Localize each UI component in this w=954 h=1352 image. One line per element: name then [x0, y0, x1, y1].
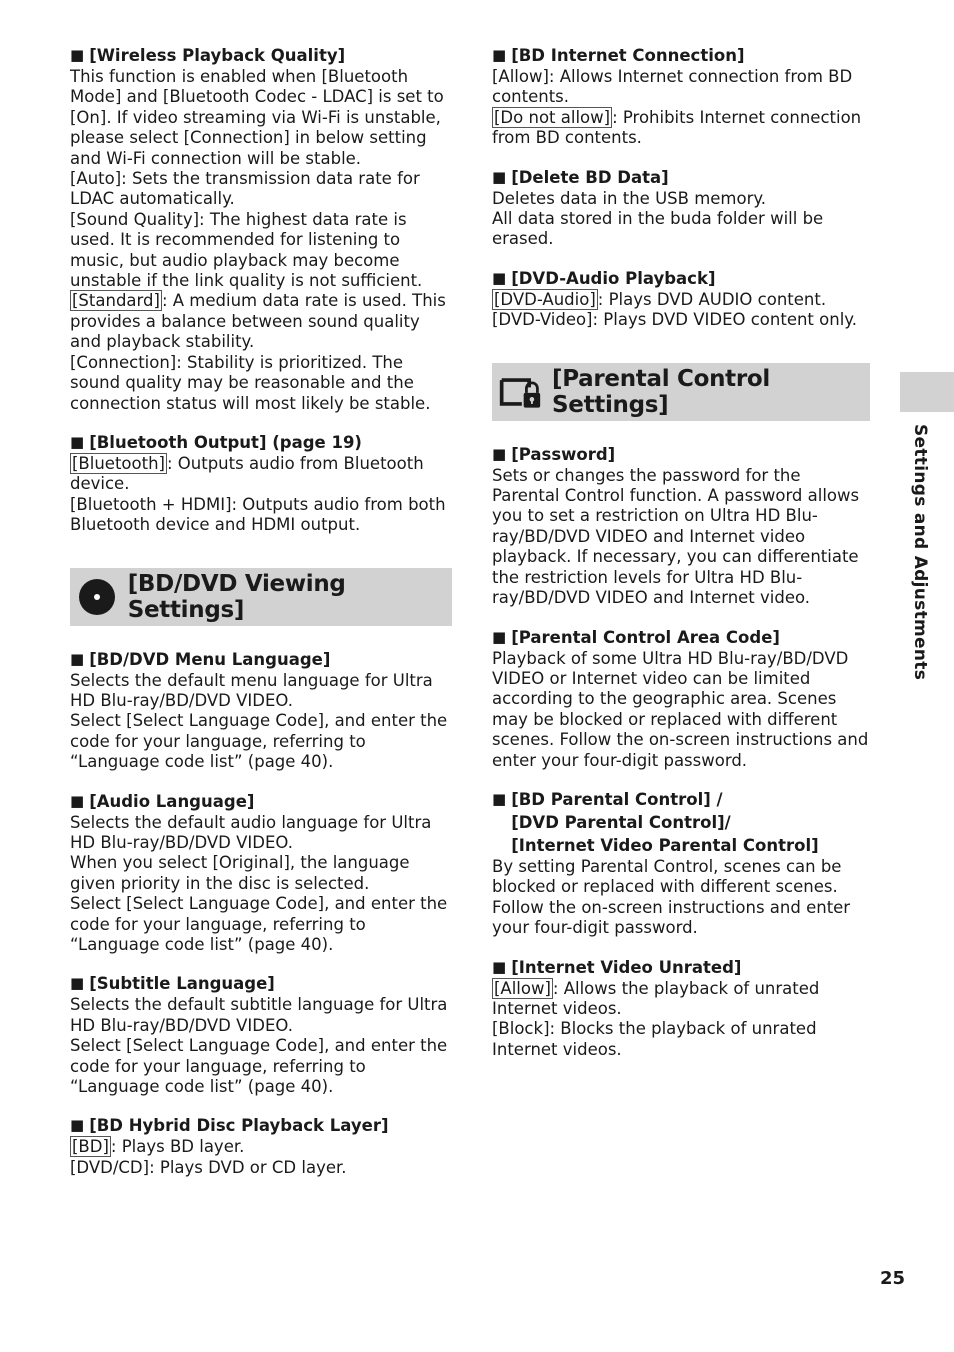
description-line: [70, 210, 452, 292]
setting-description: [492, 466, 870, 609]
setting-title: [492, 443, 870, 466]
default-option: [Standard]: [72, 291, 160, 311]
default-option: [BD]: [72, 1137, 109, 1157]
description-text: By setting Parental Control, scenes can be blocked or replaced with different scenes. Follow the on-screen instructions and enter your four-digit password.: [492, 856, 851, 938]
setting-title-text: [Subtitle Language]: [89, 974, 275, 994]
description-text: [DVD-Video]: Plays DVD VIDEO content only.: [492, 310, 857, 330]
description-text: When you select [Original], the language given priority in the disc is selected.: [70, 853, 410, 893]
bullet-square-icon: ■: [492, 789, 507, 808]
bullet-square-icon: ■: [70, 649, 85, 668]
left-items-top: [70, 44, 452, 536]
setting-item: [70, 648, 452, 773]
description-text: : Allows the playback of unrated Internet videos.: [492, 978, 820, 1018]
setting-description: [70, 454, 452, 536]
description-text: Selects the default menu language for Ultra HD Blu-ray/BD/DVD VIDEO.: [70, 670, 433, 710]
setting-title-text: [BD Parental Control] /: [511, 789, 723, 809]
description-text: [Sound Quality]: The highest data rate is used. It is recommended for listening to music, but audio playback may become unstable if the link quality is not sufficient.: [70, 209, 423, 291]
description-text: [Bluetooth + HDMI]: Outputs audio from both Bluetooth device and HDMI output.: [70, 494, 446, 535]
bullet-square-icon: ■: [70, 1116, 85, 1135]
bullet-square-icon: ■: [492, 167, 507, 186]
description-line: [492, 108, 870, 149]
description-text: Sets or changes the password for the Parental Control function. A password allows you to set a restriction on Ultra HD Blu-ray/BD/DVD VIDEO and Internet video playback. If necessary, you can differentiate the restriction levels for Ultra HD Blu-ray/BD/DVD VIDEO and Internet video.: [492, 465, 860, 608]
description-text: Playback of some Ultra HD Blu-ray/BD/DVD VIDEO or Internet video can be limited according to the geographic area. Scenes may be blocked or replaced with different scenes. Follow the on-screen instructions and enter your four-digit password.: [492, 648, 869, 770]
setting-description: [70, 995, 452, 1097]
setting-title: [492, 626, 870, 649]
right-column: [492, 44, 870, 1077]
setting-title: [492, 788, 870, 857]
setting-item: [70, 431, 452, 536]
description-text: [DVD/CD]: Plays DVD or CD layer.: [70, 1157, 347, 1177]
description-line: [70, 353, 452, 414]
description-line: [70, 995, 452, 1036]
setting-title-text: [Internet Video Unrated]: [511, 957, 742, 977]
setting-title: [70, 44, 452, 67]
left-column: [70, 44, 452, 1195]
default-option: [DVD-Audio]: [494, 289, 596, 309]
setting-title: [492, 267, 870, 290]
setting-item: [492, 788, 870, 939]
setting-title-text: [Bluetooth Output] (page 19): [89, 432, 362, 452]
setting-item: [492, 166, 870, 250]
setting-title-text: [DVD Parental Control]/: [511, 812, 731, 832]
bullet-square-icon: ■: [70, 791, 85, 810]
description-line: [70, 894, 452, 955]
description-text: This function is enabled when [Bluetooth Mode] and [Bluetooth Codec - LDAC] is set to [On]. If video streaming via Wi-Fi is unstable, please select [Connection] in below setting and Wi-Fi connection will be stable.: [70, 67, 444, 168]
description-text: : Plays BD layer.: [110, 1137, 245, 1157]
setting-title-text: [Wireless Playback Quality]: [89, 46, 346, 65]
side-tab-marker: [900, 372, 954, 412]
description-text: : Plays DVD AUDIO content.: [597, 289, 827, 309]
bullet-square-icon: ■: [492, 268, 507, 287]
setting-title: [492, 44, 870, 67]
description-line: [70, 1137, 452, 1157]
description-line: [70, 495, 452, 536]
description-text: : Prohibits Internet connection from BD contents.: [492, 107, 862, 148]
description-line: [492, 209, 870, 250]
chapter-side-label: Settings and Adjustments: [910, 424, 930, 681]
bullet-square-icon: ■: [492, 627, 507, 646]
description-line: [70, 454, 452, 495]
description-text: Select [Select Language Code], and enter the code for your language, referring to “Language code list” (page 40).: [70, 711, 448, 772]
section-title: [Parental Control Settings]: [552, 365, 770, 418]
description-line: [492, 310, 870, 330]
left-items-bottom: [70, 648, 452, 1179]
description-text: Selects the default subtitle language for Ultra HD Blu-ray/BD/DVD VIDEO.: [70, 995, 448, 1035]
setting-title-text: [Audio Language]: [89, 791, 255, 811]
description-line: [70, 1036, 452, 1097]
description-line: [70, 671, 452, 712]
description-line: [70, 67, 452, 169]
bullet-square-icon: ■: [70, 974, 85, 993]
setting-description: [492, 290, 870, 331]
setting-description: [70, 1137, 452, 1178]
setting-description: [70, 67, 452, 414]
description-text: : A medium data rate is used. This provides a balance between sound quality and playback stability.: [70, 291, 446, 352]
description-line: [70, 1158, 452, 1178]
setting-item: [492, 267, 870, 331]
description-line: [492, 189, 870, 209]
setting-title-text: [DVD-Audio Playback]: [511, 268, 716, 288]
description-line: [492, 979, 870, 1020]
setting-title: [70, 648, 452, 671]
description-text: Deletes data in the USB memory.: [492, 188, 767, 208]
setting-description: [492, 189, 870, 250]
setting-item: [70, 44, 452, 414]
description-text: Select [Select Language Code], and enter the code for your language, referring to “Language code list” (page 40).: [70, 1036, 448, 1097]
page-number: 25: [880, 1268, 906, 1289]
bd-dvd-viewing-settings-banner: [70, 568, 452, 626]
setting-item: [492, 443, 870, 609]
right-items-bottom: [492, 443, 870, 1061]
default-option: [Bluetooth]: [72, 453, 165, 473]
setting-title: [70, 431, 452, 454]
setting-item: [492, 626, 870, 771]
bullet-square-icon: ■: [492, 444, 507, 463]
setting-title: [70, 790, 452, 813]
description-line: [492, 466, 870, 609]
setting-item: [70, 790, 452, 956]
setting-description: [492, 979, 870, 1061]
bullet-square-icon: ■: [70, 432, 85, 451]
setting-title-text: [Delete BD Data]: [511, 167, 669, 187]
setting-title-text: [Parental Control Area Code]: [511, 627, 780, 647]
setting-title: [70, 972, 452, 995]
description-text: [Block]: Blocks the playback of unrated Internet videos.: [492, 1019, 817, 1059]
description-text: [Connection]: Stability is prioritized. The sound quality may be reasonable and the connection status will most likely be stable.: [70, 352, 431, 413]
setting-description: [492, 649, 870, 771]
default-option: [Allow]: [494, 978, 551, 998]
default-option: [Do not allow]: [494, 107, 611, 127]
right-items-top: [492, 44, 870, 331]
description-text: [Allow]: Allows Internet connection from BD contents.: [492, 67, 853, 107]
parental-lock-icon: [498, 370, 542, 414]
setting-description: [70, 671, 452, 773]
setting-title: [492, 166, 870, 189]
parental-control-settings-banner: [492, 363, 870, 421]
setting-description: [70, 813, 452, 956]
description-line: [492, 649, 870, 771]
description-line: [492, 290, 870, 310]
setting-item: [70, 1114, 452, 1178]
description-line: [492, 857, 870, 939]
bullet-square-icon: ■: [492, 46, 507, 64]
description-line: [70, 169, 452, 210]
description-line: [492, 67, 870, 108]
description-text: Selects the default audio language for Ultra HD Blu-ray/BD/DVD VIDEO.: [70, 812, 432, 852]
description-line: [70, 291, 452, 352]
setting-title-text: [Password]: [511, 444, 616, 464]
bullet-square-icon: ■: [492, 957, 507, 976]
description-text: [Auto]: Sets the transmission data rate for LDAC automatically.: [70, 169, 420, 209]
setting-item: [492, 956, 870, 1061]
bullet-square-icon: ■: [70, 46, 85, 64]
description-text: Select [Select Language Code], and enter the code for your language, referring to “Language code list” (page 40).: [70, 894, 448, 954]
description-text: : Outputs audio from Bluetooth device.: [70, 453, 424, 494]
setting-title-text: [BD/DVD Menu Language]: [89, 649, 331, 669]
setting-title-text: [BD Internet Connection]: [511, 46, 745, 65]
disc-icon: [76, 575, 118, 619]
setting-item: [492, 44, 870, 149]
setting-title: [492, 956, 870, 979]
setting-title: [70, 1114, 452, 1137]
setting-title-text: [BD Hybrid Disc Playback Layer]: [89, 1116, 389, 1136]
description-line: [70, 853, 452, 894]
section-title: [BD/DVD Viewing Settings]: [127, 570, 346, 623]
description-line: [492, 1019, 870, 1060]
description-text: All data stored in the buda folder will be erased.: [492, 209, 824, 249]
setting-description: [492, 67, 870, 149]
setting-title-text: [Internet Video Parental Control]: [511, 835, 819, 855]
description-line: [70, 813, 452, 854]
setting-item: [70, 972, 452, 1097]
setting-description: [492, 857, 870, 939]
description-line: [70, 711, 452, 772]
